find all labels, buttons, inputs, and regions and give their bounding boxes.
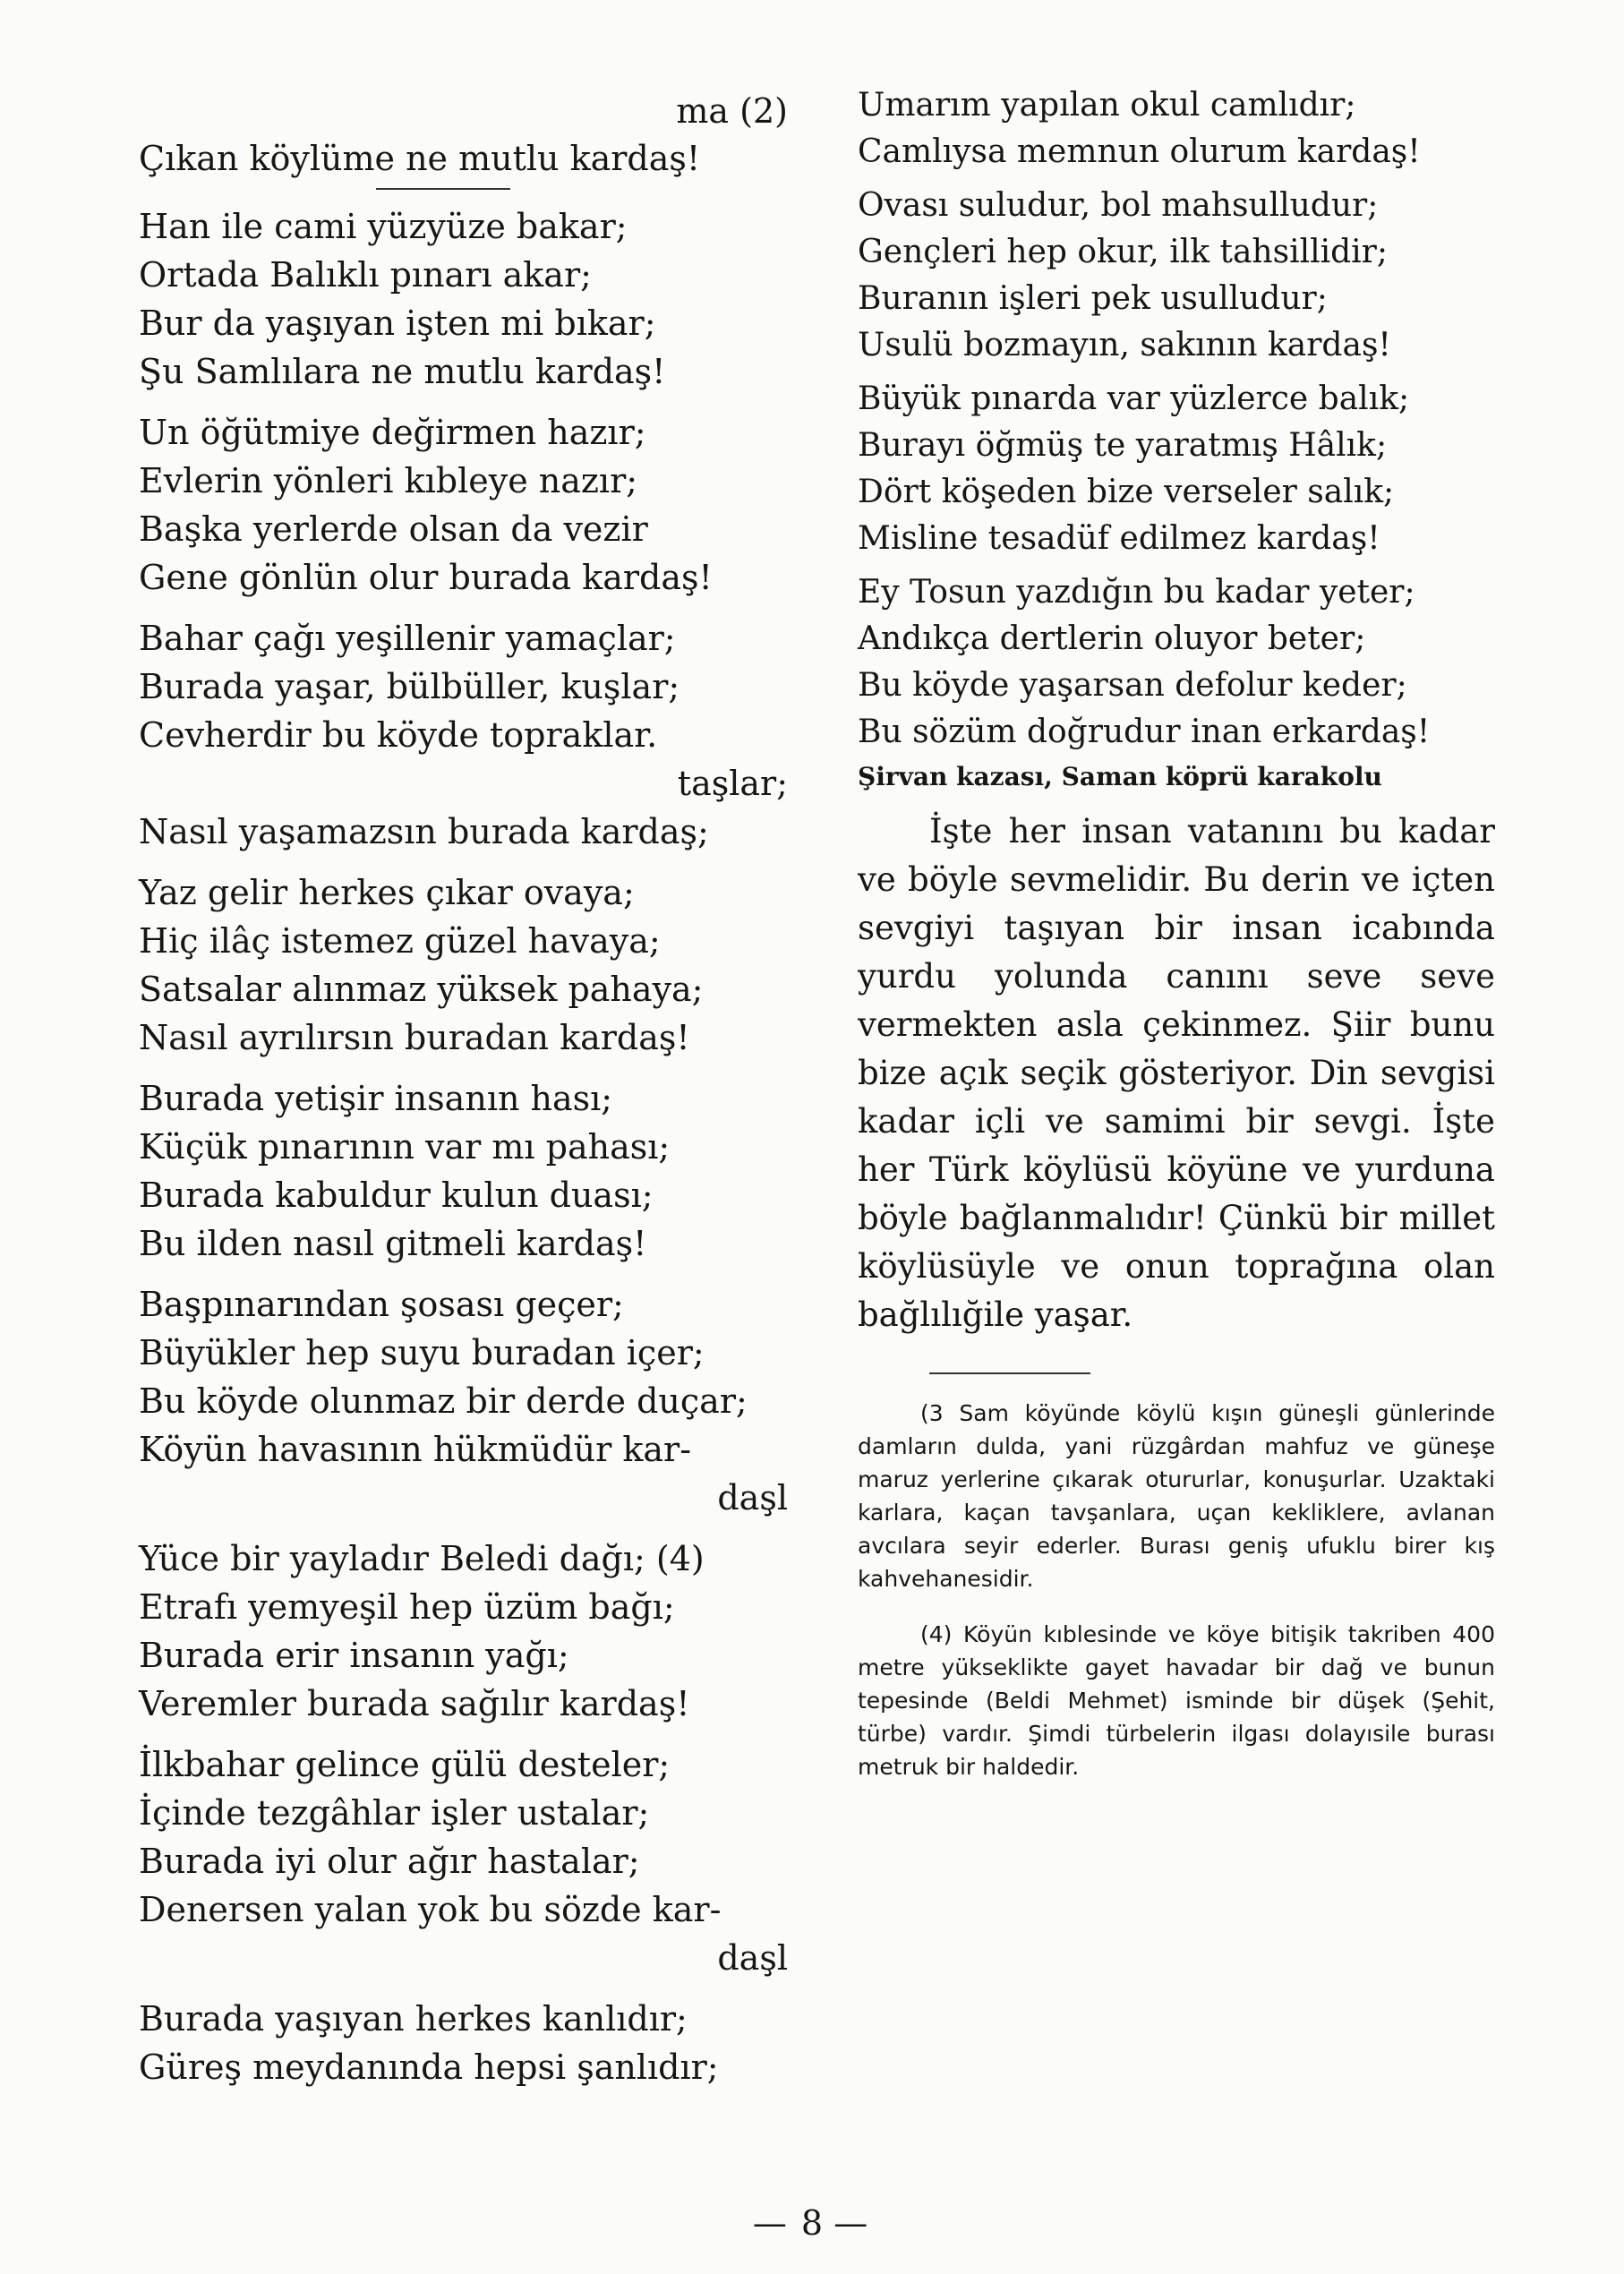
verse-line: Bu köyde olunmaz bir derde duçar; xyxy=(139,1381,748,1421)
verse-line: Dört köşeden bize verseler salık; xyxy=(858,474,1395,510)
stanza xyxy=(858,183,1495,369)
poem-signature: Şirvan kazası, Saman köprü karakolu xyxy=(858,762,1382,791)
verse-line: Burada iyi olur ağır hastalar; xyxy=(139,1842,640,1881)
verse-line: Denersen yalan yok bu sözde kar- xyxy=(139,1890,722,1929)
stanza xyxy=(139,1995,797,2091)
verse-line: İçinde tezgâhlar işler ustalar; xyxy=(139,1793,650,1833)
verse-line: İlkbahar gelince gülü desteler; xyxy=(139,1745,671,1784)
verse-line: Gene gönlün olur burada kardaş! xyxy=(139,558,713,597)
left-column-poem xyxy=(139,88,797,2091)
header-text: ma (2) xyxy=(676,91,788,131)
verse-line: Büyükler hep suyu buradan içer; xyxy=(139,1333,705,1372)
verse-line: Gençleri hep okur, ilk tahsillidir; xyxy=(858,234,1389,270)
page-number-dash: — xyxy=(752,2203,791,2243)
stanza xyxy=(139,134,797,183)
page-number-value: 8 xyxy=(800,2203,824,2243)
verse-line-continuation: daşl xyxy=(717,1478,788,1517)
verse-line: Hiç ilâç istemez güzel havaya; xyxy=(139,921,661,961)
verse-line: Burada yaşıyan herkes kanlıdır; xyxy=(139,1999,688,2039)
verse-line: Burada erir insanın yağı; xyxy=(139,1636,569,1675)
verse-line: Nasıl ayrılırsın buradan kardaş! xyxy=(139,1018,690,1057)
verse-line: Buranın işleri pek usulludur; xyxy=(858,280,1328,317)
verse-line: Burayı öğmüş te yaratmış Hâlık; xyxy=(858,427,1388,464)
verse-line: Un öğütmiye değirmen hazır; xyxy=(139,413,646,452)
stanza xyxy=(858,82,1495,175)
stanza xyxy=(139,1280,797,1522)
stanza xyxy=(858,376,1495,562)
poem-continuation-header xyxy=(139,88,788,134)
stanza xyxy=(139,868,797,1062)
right-column xyxy=(858,82,1495,1794)
page-number-dash: — xyxy=(833,2203,872,2243)
verse-line: Bur da yaşıyan işten mi bıkar; xyxy=(139,303,656,343)
verse-line: Umarım yapılan okul camlıdır; xyxy=(858,87,1356,124)
footnote-3: (3 Sam köyünde köylü kışın güneşli günlerinde damların dulda, yani rüzgârdan mahfuz ve güneşe maruz yerlerine çıkarak otururlar, konuşurlar. Uzaktaki karlara, kaçan tavşanlara, uçan kekliklere, avlanan avcılara seyir ederler. Burası geniş ufuklu birer kış kahvehanesidir. xyxy=(858,1400,1495,1592)
verse-line: Etrafı yemyeşil hep üzüm bağı; xyxy=(139,1587,675,1627)
verse-line: Nasıl yaşamazsın burada kardaş; xyxy=(139,812,709,851)
verse-line: Ortada Balıklı pınarı akar; xyxy=(139,255,592,295)
stanza xyxy=(139,1074,797,1268)
verse-line-continuation: taşlar; xyxy=(677,764,788,803)
verse-line: Burada kabuldur kulun duası; xyxy=(139,1175,654,1215)
verse-line: Ovası suludur, bol mahsulludur; xyxy=(858,187,1379,224)
verse-line: Bu ilden nasıl gitmeli kardaş! xyxy=(139,1224,647,1263)
verse-line: Usulü bozmayın, sakının kardaş! xyxy=(858,327,1391,363)
verse-line: Yüce bir yayladır Beledi dağı; (4) xyxy=(139,1539,705,1578)
stanza xyxy=(139,614,797,856)
verse-line: Güreş meydanında hepsi şanlıdır; xyxy=(139,2047,719,2087)
page-number xyxy=(0,2201,1624,2245)
verse-line: Cevherdir bu köyde topraklar. xyxy=(139,715,658,755)
footnote-divider xyxy=(929,1372,1090,1374)
verse-line: Ey Tosun yazdığın bu kadar yeter; xyxy=(858,574,1415,611)
verse-line: Andıkça dertlerin oluyor beter; xyxy=(858,620,1366,657)
stanza-divider xyxy=(376,188,510,190)
verse-line: Bu sözüm doğrudur inan erkardaş! xyxy=(858,714,1431,750)
verse-line: Bahar çağı yeşillenir yamaçlar; xyxy=(139,619,676,658)
verse-line: Burada yaşar, bülbüller, kuşlar; xyxy=(139,667,680,706)
verse-line: Bu köyde yaşarsan defolur keder; xyxy=(858,667,1407,704)
verse-line: Burada yetişir insanın hası; xyxy=(139,1079,613,1118)
verse-line: Misline tesadüf edilmez kardaş! xyxy=(858,520,1380,557)
commentary-paragraph: İşte her insan vatanını bu kadar ve böyle sevmelidir. Bu derin ve içten sevgiyi taşıyan bir insan icabında yurdu yolunda canını seve seve vermekten asla çekinmez. Şiir bunu bize açık seçik gösteriyor. Din sevgisi kadar içli ve samimi bir sevgi. İşte her Türk köylüsü köyüne ve yurduna böyle bağlanmalıdır! Çünkü bir millet köylüsüyle ve onun toprağına olan bağlılığile yaşar. xyxy=(858,812,1495,1334)
verse-line: Köyün havasının hükmüdür kar- xyxy=(139,1430,692,1469)
verse-line: Camlıysa memnun olurum kardaş! xyxy=(858,133,1421,170)
verse-line: Küçük pınarının var mı pahası; xyxy=(139,1127,671,1167)
verse-line: Büyük pınarda var yüzlerce balık; xyxy=(858,380,1410,417)
verse-line: Çıkan köylüme ne mutlu kardaş! xyxy=(139,139,701,178)
stanza xyxy=(858,569,1495,756)
verse-line: Başpınarından şosası geçer; xyxy=(139,1285,624,1324)
verse-line: Şu Samlılara ne mutlu kardaş! xyxy=(139,352,666,391)
verse-line: Veremler burada sağılır kardaş! xyxy=(139,1684,690,1723)
footnote-4: (4) Köyün kıblesinde ve köye bitişik takriben 400 metre yükseklikte gayet havadar bir dağ ve bunun tepesinde (Beldi Mehmet) isminde bir düşek (Şehit, türbe) vardır. Şimdi türbelerin ilgası dolayısile burası metruk bir haldedir. xyxy=(858,1621,1495,1780)
verse-line: Evlerin yönleri kıbleye nazır; xyxy=(139,461,638,500)
verse-line-continuation: daşl xyxy=(717,1938,788,1978)
verse-line: Han ile cami yüzyüze bakar; xyxy=(139,207,628,246)
verse-line: Başka yerlerde olsan da vezir xyxy=(139,509,648,549)
stanza xyxy=(139,1535,797,1728)
stanza xyxy=(139,1740,797,1982)
verse-line: Satsalar alınmaz yüksek pahaya; xyxy=(139,970,704,1009)
verse-line: Yaz gelir herkes çıkar ovaya; xyxy=(139,873,635,912)
stanza xyxy=(139,408,797,602)
stanza xyxy=(139,202,797,396)
